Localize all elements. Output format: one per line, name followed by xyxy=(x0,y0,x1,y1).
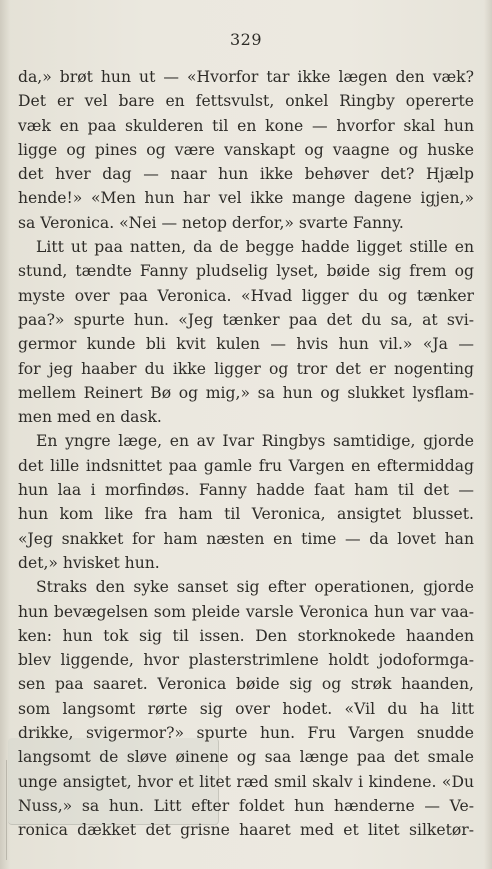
page-edge-shadow-right xyxy=(484,0,492,869)
text-line: Litt ut paa natten, da de begge hadde ligget stille en xyxy=(36,238,474,257)
text-line: hende!» «Men hun har vel ikke mange dagene igjen,» xyxy=(18,189,474,208)
text-line: hun laa i morfindøs. Fanny hadde faat ham til det — xyxy=(18,481,474,500)
text-line: sen paa saaret. Veronica bøide sig og strøk haanden, xyxy=(18,675,474,694)
text-line: sa Veronica. «Nei — netop derfor,» svarte Fanny. xyxy=(18,213,404,232)
margin-crease xyxy=(6,760,7,860)
text-line: hun bevægelsen som pleide varsle Veronica hun var vaa- xyxy=(18,602,474,621)
text-line: mellem Reinert Bø og mig,» sa hun og slukket lysflam- xyxy=(18,383,474,402)
text-line: «Jeg snakket for ham næsten en time — da lovet han xyxy=(18,529,474,548)
text-line: ken: hun tok sig til issen. Den storknokede haanden xyxy=(18,626,474,645)
text-line: ronica dækket det grisne haaret med et litet silketør- xyxy=(18,821,474,840)
text-line: drikke, svigermor?» spurte hun. Fru Vargen snudde xyxy=(18,724,474,743)
body-text xyxy=(18,65,474,843)
text-line: Det er vel bare en fettsvulst, onkel Ringby opererte xyxy=(18,92,474,111)
text-line: myste over paa Veronica. «Hvad ligger du og tænker xyxy=(18,286,474,305)
text-line: germor kunde bli kvit kulen — hvis hun vil.» «Ja — xyxy=(18,335,474,354)
text-line: unge ansigtet, hvor et litet ræd smil skalv i kindene. «Du xyxy=(18,772,474,791)
text-line: det,» hvisket hun. xyxy=(18,553,160,572)
text-line: da,» brøt hun ut — «Hvorfor tar ikke lægen den væk? xyxy=(18,68,474,86)
text-line: En yngre læge, en av Ivar Ringbys samtidige, gjorde xyxy=(36,432,474,451)
text-line: langsomt de sløve øinene og saa længe paa det smale xyxy=(18,748,474,767)
text-line: væk en paa skulderen til en kone — hvorfor skal hun xyxy=(18,116,474,135)
text-line: som langsomt rørte sig over hodet. «Vil du ha litt xyxy=(18,699,474,718)
text-line: blev liggende, hvor plasterstrimlene holdt jodoformga- xyxy=(18,651,474,670)
text-line: Nuss,» sa hun. Litt efter foldet hun hænderne — Ve- xyxy=(18,796,474,815)
text-line: det hver dag — naar hun ikke behøver det? Hjælp xyxy=(18,165,474,184)
text-line: stund, tændte Fanny pludselig lyset, bøide sig frem og xyxy=(18,262,474,281)
text-line: det lille indsnittet paa gamle fru Vargen en eftermiddag xyxy=(18,456,474,475)
page-number: 329 xyxy=(229,30,263,49)
text-line: hun kom like fra ham til Veronica, ansigtet blusset. xyxy=(18,505,474,524)
text-line: for jeg haaber du ikke ligger og tror det er nogenting xyxy=(18,359,474,378)
text-line: paa?» spurte hun. «Jeg tænker paa det du sa, at svi- xyxy=(18,310,474,329)
text-line: ligge og pines og være vanskapt og vaagne og huske xyxy=(18,140,474,159)
text-line: men med en dask. xyxy=(18,408,162,427)
text-line: Straks den syke sanset sig efter operationen, gjorde xyxy=(36,578,474,597)
